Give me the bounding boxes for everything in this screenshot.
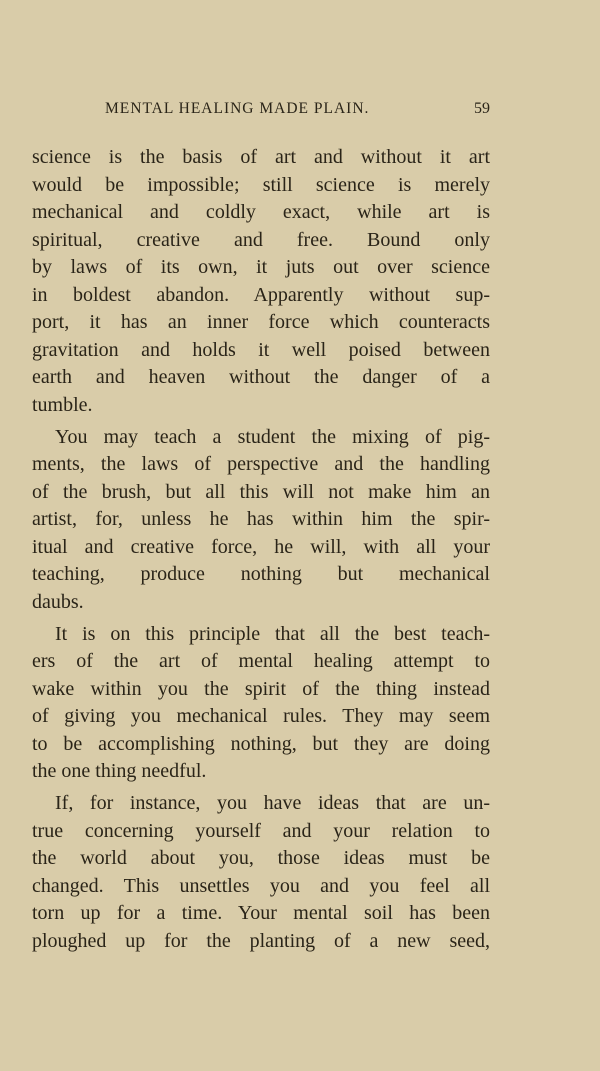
running-title: MENTAL HEALING MADE PLAIN. (105, 100, 370, 117)
text-line: spiritual, creative and free. Bound only (32, 228, 490, 251)
text-line: to be accomplishing nothing, but they are doing (32, 732, 490, 755)
paragraph (32, 621, 490, 786)
text-line: teaching, produce nothing but mechanical (32, 563, 490, 585)
text-line: in boldest abandon. Apparently without sup- (32, 283, 490, 306)
text-line: port, it has an inner force which counteracts (32, 311, 490, 333)
text-line: the one thing needful. (32, 760, 207, 782)
text-line: mechanical and coldly exact, while art is (32, 201, 490, 223)
text-line: of giving you mechanical rules. They may seem (32, 705, 490, 727)
paragraph (32, 144, 490, 419)
text-line: by laws of its own, it juts out over science (32, 256, 490, 278)
page-number: 59 (474, 100, 490, 117)
text-line: true concerning yourself and your relation to (32, 819, 490, 842)
text-line: tumble. (32, 393, 93, 416)
text-line: changed. This unsettles you and you feel all (32, 874, 490, 897)
text-line: science is the basis of art and without it art (32, 146, 490, 168)
text-line: daubs. (32, 590, 84, 613)
text-line: artist, for, unless he has within him the spir- (32, 508, 490, 530)
paragraph (32, 790, 490, 955)
text-line: gravitation and holds it well poised between (32, 338, 490, 361)
page-body (32, 144, 490, 960)
text-line: wake within you the spirit of the thing instead (32, 677, 490, 700)
running-header (105, 100, 490, 128)
text-line: itual and creative force, he will, with all your (32, 535, 490, 558)
text-line: of the brush, but all this will not make him an (32, 480, 490, 503)
text-line: torn up for a time. Your mental soil has been (32, 902, 490, 924)
text-line: the world about you, those ideas must be (32, 847, 490, 869)
text-line: ments, the laws of perspective and the handling (32, 453, 490, 475)
text-line: If, for instance, you have ideas that are un- (55, 792, 490, 814)
text-line: earth and heaven without the danger of a (32, 366, 490, 388)
text-line: ers of the art of mental healing attempt to (32, 650, 490, 672)
text-line: would be impossible; still science is merely (32, 173, 490, 196)
paragraph (32, 424, 490, 617)
text-line: You may teach a student the mixing of pig- (55, 425, 490, 448)
text-line: It is on this principle that all the best teach- (55, 622, 490, 645)
text-line: ploughed up for the planting of a new seed, (32, 929, 490, 952)
